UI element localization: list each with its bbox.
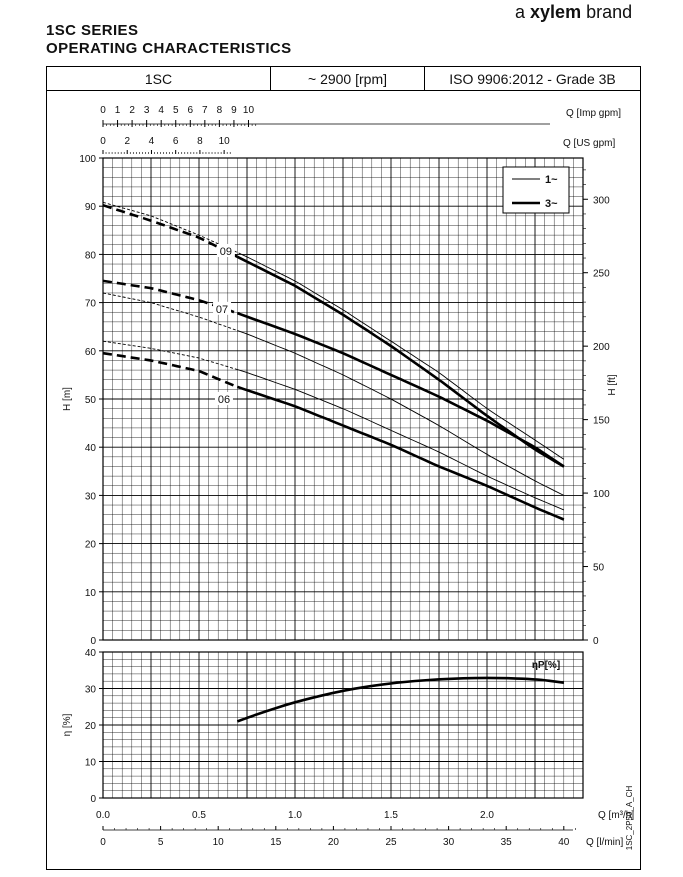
h-m-tick-label: 10: [84, 587, 96, 599]
lmin-tick-label: 30: [443, 837, 455, 848]
model-label-06: 06: [217, 393, 231, 406]
legend-label: 3~: [545, 198, 558, 210]
brand-prefix: a: [515, 2, 526, 22]
h-ft-tick-label: 50: [593, 562, 605, 574]
h-m-tick-label: 20: [84, 539, 96, 551]
us-gpm-axis-label: Q [US gpm]: [563, 138, 616, 149]
page-subtitle: OPERATING CHARACTERISTICS: [46, 40, 292, 57]
h-m-tick-label: 80: [84, 250, 96, 262]
h-m-tick-label: 60: [84, 346, 96, 358]
h-ft-tick-label: 200: [593, 342, 610, 354]
eff-tick-label: 20: [84, 721, 96, 732]
m3h-axis-label: Q [m³/h]: [598, 810, 635, 821]
footer-code: 1SC_2P50_A_CH: [625, 785, 634, 851]
imp-gpm-tick-label: 5: [172, 105, 179, 116]
lmin-tick-label: 40: [558, 837, 570, 848]
lmin-tick-label: 15: [270, 837, 282, 848]
lmin-tick-label: 25: [385, 837, 397, 848]
h-m-tick-label: 40: [84, 443, 96, 455]
brand-name: xylem: [530, 2, 582, 22]
us-gpm-tick-label: 0: [100, 136, 106, 147]
h-ft-tick-label: 300: [593, 195, 610, 207]
imp-gpm-tick-label: 7: [202, 105, 208, 116]
series-title: 1SC SERIES: [46, 22, 139, 39]
eff-tick-label: 0: [90, 794, 96, 805]
eff-tick-label: 10: [84, 757, 96, 769]
speed-cell: ~ 2900 [rpm]: [271, 67, 425, 90]
legend-box: [503, 167, 569, 213]
h-m-tick-label: 100: [79, 154, 96, 165]
head-curve-09-single-phase: [241, 254, 564, 459]
brand-suffix: brand: [586, 2, 633, 22]
imp-gpm-tick-label: 1: [114, 105, 121, 116]
h-m-tick-label: 70: [84, 298, 96, 310]
lmin-axis-label: Q [l/min]: [586, 837, 624, 848]
h-m-axis-label: H [m]: [62, 387, 73, 411]
m3h-tick-label: 2.0: [480, 810, 494, 821]
m3h-tick-label: 0.0: [96, 810, 110, 821]
imp-gpm-axis-label: Q [Imp gpm]: [566, 108, 622, 119]
m3h-tick-label: 1.5: [384, 810, 398, 821]
h-m-tick-label: 50: [84, 395, 96, 406]
lmin-tick-label: 5: [157, 837, 164, 848]
lmin-tick-label: 0: [100, 837, 106, 848]
imp-gpm-tick-label: 3: [143, 105, 150, 116]
h-m-tick-label: 30: [84, 491, 96, 503]
us-gpm-tick-label: 4: [148, 136, 155, 147]
h-ft-tick-label: 150: [593, 415, 610, 427]
m3h-tick-label: 1.0: [288, 810, 302, 821]
h-m-tick-label: 90: [84, 202, 96, 214]
us-gpm-tick-label: 2: [124, 136, 131, 147]
lmin-tick-label: 10: [212, 837, 224, 848]
us-gpm-tick-label: 6: [172, 136, 179, 147]
imp-gpm-tick-label: 9: [231, 105, 237, 116]
model-label-09: 09: [219, 245, 233, 258]
h-m-tick-label: 0: [90, 636, 96, 647]
imp-gpm-tick-label: 10: [242, 105, 255, 116]
imp-gpm-tick-label: 8: [216, 105, 223, 116]
model-cell: 1SC: [47, 67, 271, 90]
eff-tick-label: 40: [84, 648, 96, 659]
h-ft-tick-label: 250: [593, 268, 610, 280]
us-gpm-tick-label: 10: [218, 136, 230, 147]
m3h-tick-label: 0.5: [192, 810, 206, 821]
imp-gpm-tick-label: 0: [100, 105, 106, 116]
h-ft-tick-label: 100: [593, 489, 610, 501]
eff-tick-label: 30: [84, 684, 96, 696]
imp-gpm-tick-label: 2: [129, 105, 135, 116]
imp-gpm-tick-label: 4: [158, 105, 164, 116]
model-label-07: 07: [215, 303, 229, 316]
legend-label: 1~: [545, 174, 558, 186]
eff-legend-label: ηP[%]: [531, 660, 561, 671]
lmin-tick-label: 20: [327, 837, 339, 848]
h-ft-tick-label: 0: [593, 636, 599, 647]
h-ft-axis-label: H [ft]: [607, 374, 618, 396]
lmin-tick-label: 35: [500, 837, 512, 848]
eff-axis-label: η [%]: [62, 713, 73, 737]
standard-cell: ISO 9906:2012 - Grade 3B: [449, 70, 616, 87]
imp-gpm-tick-label: 6: [187, 105, 194, 116]
us-gpm-tick-label: 8: [197, 136, 203, 147]
